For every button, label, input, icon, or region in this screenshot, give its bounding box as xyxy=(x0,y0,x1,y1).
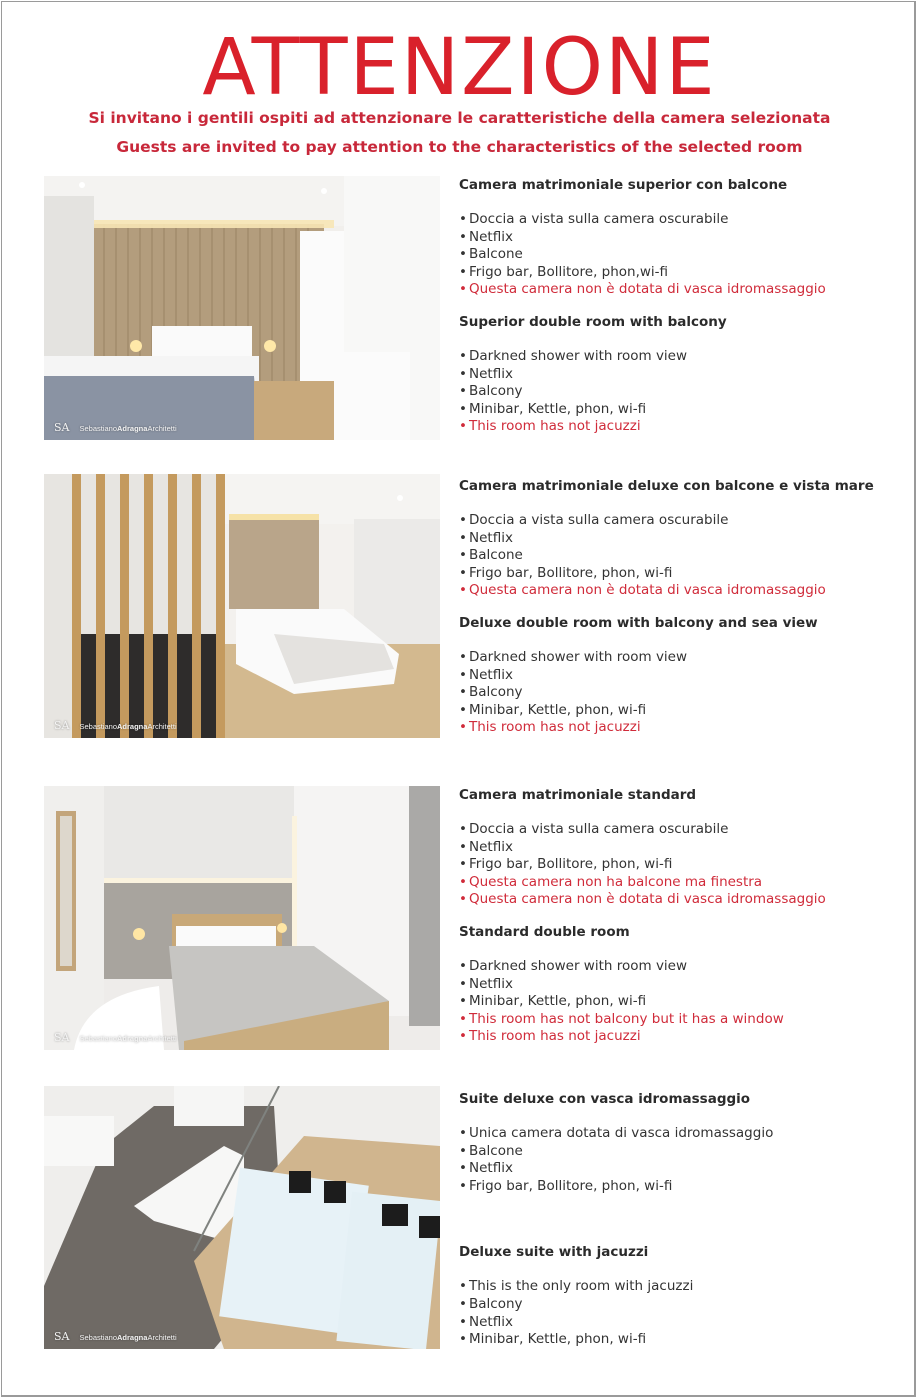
warning-feature-item: • This room has not jacuzzi xyxy=(459,719,641,736)
features-list-en xyxy=(459,1278,899,1348)
photo-watermark: SA SebastianoAdragnaArchitetti xyxy=(54,421,177,434)
bedroom-photo-superior-icon xyxy=(44,176,440,440)
bullet-icon: • xyxy=(459,547,467,564)
features-list-en xyxy=(459,348,899,436)
feature-item: • Netflix xyxy=(459,838,513,855)
feature-item: • Unica camera dotata di vasca idromassaggio xyxy=(459,1125,774,1141)
architect-logo-icon: SA xyxy=(54,421,70,434)
room-title-it: Suite deluxe con vasca idromassaggio xyxy=(459,1091,751,1107)
features-list-en xyxy=(459,649,899,737)
bullet-icon: • xyxy=(459,838,467,855)
bullet-icon: • xyxy=(459,993,467,1010)
architect-logo-icon: SA xyxy=(54,1330,70,1343)
feature-item: • Frigo bar, Bollitore, phon, wi-fi xyxy=(459,564,673,581)
room-info-suite xyxy=(459,1090,899,1349)
bullet-icon: • xyxy=(459,684,467,701)
bullet-icon: • xyxy=(459,263,467,280)
features-list-it xyxy=(459,512,899,600)
feature-item: • Frigo bar, Bollitore, phon, wi-fi xyxy=(459,1177,673,1194)
bullet-icon: • xyxy=(459,957,467,974)
bullet-icon: • xyxy=(459,365,467,382)
feature-item: • Balcony xyxy=(459,383,523,400)
warning-feature-item: • Questa camera non è dotata di vasca idromassaggio xyxy=(459,582,826,599)
subtitle-italian: Si invitano i gentili ospiti ad attenzionare le caratteristiche della camera selezionata xyxy=(88,109,831,127)
subtitle-english: Guests are invited to pay attention to the characteristics of the selected room xyxy=(116,138,803,156)
features-list-it xyxy=(459,211,899,299)
architect-logo-icon: SA xyxy=(54,1031,70,1044)
bullet-icon: • xyxy=(459,1125,467,1141)
bullet-icon: • xyxy=(459,1142,467,1159)
feature-item: • Doccia a vista sulla camera oscurabile xyxy=(459,821,729,837)
feature-item: • Minibar, Kettle, phon, wi-fi xyxy=(459,400,647,417)
bullet-icon: • xyxy=(459,873,467,890)
bedroom-photo-deluxe-icon xyxy=(44,474,440,738)
room-photo-suite xyxy=(44,1086,440,1349)
bullet-icon: • xyxy=(459,400,467,417)
bullet-icon: • xyxy=(459,347,467,364)
feature-item: • Balcony xyxy=(459,1295,523,1312)
suite-photo-jacuzzi-icon xyxy=(44,1086,440,1349)
bullet-icon: • xyxy=(459,529,467,546)
feature-item: • Minibar, Kettle, phon, wi-fi xyxy=(459,1331,647,1348)
feature-item: • This is the only room with jacuzzi xyxy=(459,1278,694,1295)
warning-feature-item: • Questa camera non è dotata di vasca idromassaggio xyxy=(459,891,826,908)
feature-item: • Frigo bar, Bollitore, phon,wi-fi xyxy=(459,263,669,280)
bullet-icon: • xyxy=(459,666,467,683)
feature-item: • Darkned shower with room view xyxy=(459,347,688,364)
feature-item: • Frigo bar, Bollitore, phon, wi-fi xyxy=(459,856,673,873)
bullet-icon: • xyxy=(459,1028,467,1045)
bullet-icon: • xyxy=(459,564,467,581)
feature-item: • Balcony xyxy=(459,684,523,701)
bullet-icon: • xyxy=(459,211,467,227)
room-info-superior xyxy=(459,176,899,436)
feature-item: • Balcone xyxy=(459,547,523,564)
bullet-icon: • xyxy=(459,719,467,736)
feature-item: • Darkned shower with room view xyxy=(459,648,688,665)
photo-watermark: SA SebastianoAdragnaArchitetti xyxy=(54,1031,177,1044)
room-title-en: Deluxe double room with balcony and sea view xyxy=(459,614,818,631)
feature-item: • Minibar, Kettle, phon, wi-fi xyxy=(459,993,647,1010)
features-list-it xyxy=(459,1125,899,1195)
bullet-icon: • xyxy=(459,383,467,400)
bullet-icon: • xyxy=(459,246,467,263)
bullet-icon: • xyxy=(459,975,467,992)
bullet-icon: • xyxy=(459,1177,467,1194)
feature-item: • Minibar, Kettle, phon, wi-fi xyxy=(459,701,647,718)
feature-item: • Doccia a vista sulla camera oscurabile xyxy=(459,512,729,528)
architect-logo-icon: SA xyxy=(54,719,70,732)
feature-item: • Darkned shower with room view xyxy=(459,957,688,974)
feature-item: • Balcone xyxy=(459,1142,523,1159)
bullet-icon: • xyxy=(459,648,467,665)
warning-feature-item: • This room has not balcony but it has a window xyxy=(459,1010,784,1027)
bullet-icon: • xyxy=(459,1278,467,1295)
feature-item: • Netflix xyxy=(459,666,513,683)
feature-item: • Netflix xyxy=(459,365,513,382)
room-photo-deluxe xyxy=(44,474,440,738)
room-title-en: Deluxe suite with jacuzzi xyxy=(459,1244,649,1261)
room-photo-standard xyxy=(44,786,440,1050)
features-list-en xyxy=(459,958,899,1046)
room-info-standard xyxy=(459,786,899,1046)
bullet-icon: • xyxy=(459,512,467,528)
bullet-icon: • xyxy=(459,228,467,245)
feature-item: • Netflix xyxy=(459,1313,513,1330)
bullet-icon: • xyxy=(459,582,467,599)
feature-item: • Netflix xyxy=(459,228,513,245)
feature-item: • Doccia a vista sulla camera oscurabile xyxy=(459,211,729,227)
bullet-icon: • xyxy=(459,1331,467,1348)
bullet-icon: • xyxy=(459,418,467,435)
photo-watermark: SA SebastianoAdragnaArchitetti xyxy=(54,1330,177,1343)
bullet-icon: • xyxy=(459,281,467,298)
warning-feature-item: • This room has not jacuzzi xyxy=(459,418,641,435)
bullet-icon: • xyxy=(459,891,467,908)
warning-feature-item: • Questa camera non ha balcone ma finestra xyxy=(459,873,763,890)
room-info-deluxe xyxy=(459,477,899,737)
bullet-icon: • xyxy=(459,1295,467,1312)
room-title-it: Camera matrimoniale standard xyxy=(459,787,697,803)
photo-watermark: SA SebastianoAdragnaArchitetti xyxy=(54,719,177,732)
room-photo-superior xyxy=(44,176,440,440)
bullet-icon: • xyxy=(459,821,467,837)
warning-feature-item: • Questa camera non è dotata di vasca idromassaggio xyxy=(459,281,826,298)
bullet-icon: • xyxy=(459,1010,467,1027)
features-list-it xyxy=(459,821,899,909)
bedroom-photo-standard-icon xyxy=(44,786,440,1050)
feature-item: • Netflix xyxy=(459,1160,513,1177)
bullet-icon: • xyxy=(459,856,467,873)
feature-item: • Netflix xyxy=(459,529,513,546)
feature-item: • Netflix xyxy=(459,975,513,992)
room-title-en: Standard double room xyxy=(459,923,630,940)
bullet-icon: • xyxy=(459,1160,467,1177)
feature-item: • Balcone xyxy=(459,246,523,263)
room-title-it: Camera matrimoniale superior con balcone xyxy=(459,177,788,193)
room-title-it: Camera matrimoniale deluxe con balcone e vista mare xyxy=(459,478,874,494)
room-title-en: Superior double room with balcony xyxy=(459,313,727,330)
page-title: ATTENZIONE xyxy=(202,23,717,113)
bullet-icon: • xyxy=(459,701,467,718)
bullet-icon: • xyxy=(459,1313,467,1330)
warning-feature-item: • This room has not jacuzzi xyxy=(459,1028,641,1045)
